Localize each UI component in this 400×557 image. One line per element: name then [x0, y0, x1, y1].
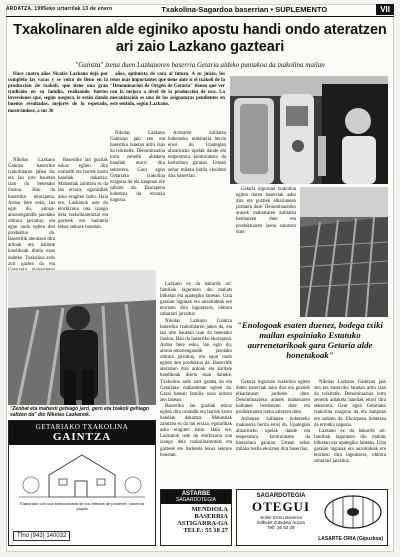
ad-astarbe-line2: BASERRIA: [194, 513, 228, 520]
cellar-photo-graphic: [230, 76, 388, 184]
column-1b: Baserriko lan guztiak eskuz egiten dira oraindik eta horrek kostu handiak dakartza. Mahastiak zaintzea ez da lan erraza, eguraldiak asko eragiten baitu. Hala ere, Lazkanok uste du etorkizuna ona izango dela txakolinarentzat eta gazteek ere badutela lekua sektore honetan.: [58, 158, 108, 231]
column-2b: Nikolas Lazkano Gaintzan jaio zen eta baserriko lanetan aritu izan da txikitatik. Denominazioa lortu zenetik aldaketa handiak etorri dira sektorera. Gaur egun Getariako txakolina ezaguna da eta kanpoan ere saltzen da. Ekoizpena hobetzea da erronka nagusia.: [110, 131, 165, 204]
ad-gaintza-fine: Elaborado con uva seleccionada de los viñedos de poniente, cosecha propia: [20, 501, 144, 511]
portrait-photo-graphic: [8, 270, 156, 405]
column-4: Getaria inguruan txakolina egiten duten baserriak asko dira eta guztiek elkarlanean jarduten dute. Denominazioko arauek mahatsaren kalitatea bermatzen dute eta produktuaren izena zaintzen dute.: [236, 187, 296, 235]
photo-nikolas-lazkano: [8, 270, 156, 405]
farmhouse-drawing-icon: [9, 445, 155, 501]
photo-caption: "Zenbat eta mahasti gehiago jarri, gero eta txakoli gehiago saltzen da" dio Nikolas Lazkanok.: [10, 406, 150, 418]
ad-otegui: [236, 489, 388, 546]
ad-otegui-name: OTEGUI: [251, 499, 310, 514]
ad-gaintza-banner: [9, 421, 155, 445]
issue-date: ARDATZA, 1995eko urtarrilak 13 de enero: [6, 6, 113, 12]
ad-astarbe-top: ASTARBE: [181, 491, 211, 497]
ad-astarbe-sub: SAGARDOTEGIA: [175, 497, 216, 503]
ad-gaintza: [8, 420, 156, 546]
column-2: años, optimista de cara al futuro. A su juicio, los retos más importantes que tiene ante sí el txakoli de la "Denominación de Origen de Getaria" tienen que ver con la mejora a nivel de la producción de uva. La mecanización es una de las asignaturas pendientes en este sentido, según Lazkano.: [110, 72, 225, 108]
cider-barrel-icon: [323, 494, 383, 530]
column-5: Lazkano ez da bakarrik ari: familiak laguntzen dio mahats bilketan eta upategiko lanetan. Uzta garaian lagunak eta auzokideak ere etortzen dira laguntzera, ohitura zaharrari jarraituz. Nikolas Lazkano Gaintza baserriko txakolinaren jabea da, eta lau urte hauetan izan du benetako ilusioa. Hau da baserriko ekoizpena. Ardoa bere esku, lan egin du, aitona-amonengandik jasotako ohitura jarraituz, eta egun ondo egiten den produktua da. Baserritik ateratzen dira ardoak eta kalitate handikoak direla esan daiteke. Txakolina ardo zuri gaztea da eta Getariako mahastietan egiten da. Garai batean familia osoa aritzen zen lanean. Baserriko lan guztiak eskuz egiten dira oraindik eta horrek kostu handiak dakartza. Mahastiak zaintzea ez da lan erraza, eguraldiak asko eragiten baitu. Hala ere, Lazkanok uste du etorkizuna ona izango dela txakolinarentzat eta gazteek ere badutela lekua sektore honetan.: [160, 282, 232, 458]
ad-otegui-tel: Telf. 36 50 29: [267, 525, 295, 530]
ad-astarbe: [160, 489, 232, 546]
column-7: Nikolas Lazkano Gaintzan jaio zen eta baserriko lanetan aritu izan da txikitatik. Denominazioa lortu zenetik aldaketa handiak etorri dira sektorera. Gaur egun Getariako txakolina ezaguna da eta kanpoan ere saltzen da. Ekoizpena hobetzea da erronka nagusia. Lazkano ez da bakarrik ari: familiak laguntzen dio mahats bilketan eta upategiko lanetan. Uzta garaian lagunak eta auzokideak ere etortzen dira laguntzera, ohitura zaharrari jarraituz.: [314, 380, 386, 465]
page-header: [6, 3, 394, 15]
lead-paragraph: Hace cuatro años Nicolás Lazkano dejó por completo las vacas y se volcó de lleno en la producción de txakoli, que tiene una gran tradición en su familia, realizando fuertes inversiones que, según asegura, le están dando buenos resultados, mejores de lo esperado, mostrándose, a sus 36: [8, 72, 108, 114]
ad-otegui-place: LASARTE-ORIA (Gipuzkoa): [318, 536, 383, 542]
ad-astarbe-line3: ASTIGARRA-GA: [177, 520, 228, 527]
ad-astarbe-banner: [161, 490, 231, 504]
photo-vineyard: [300, 187, 388, 317]
ad-gaintza-name: GAINTZA: [52, 431, 112, 443]
vineyard-photo-graphic: [300, 187, 388, 317]
ad-astarbe-tel: TELF.: 55 18 27: [183, 527, 228, 534]
ad-otegui-top: SAGARDOTEGIA: [256, 493, 306, 499]
column-3: Ardoaren kalitatea hobetzeko makineria berria erosi du. Upategian altzairuzko upelak daude eta tenperatura kontrolatzen da hartzidura garaian. Urtean zehar milaka botila ekoizten dira baserrian.: [168, 131, 226, 179]
column-6: Getaria inguruan txakolina egiten duten baserriak asko dira eta guztiek elkarlanean jarduten dute. Denominazioko arauek mahatsaren kalitatea bermatzen dute eta produktuaren izena zaintzen dute. Ardoaren kalitatea hobetzeko makineria berria erosi du. Upategian altzairuzko upelak daude eta tenperatura kontrolatzen da hartzidura garaian. Urtean zehar milaka botila ekoizten dira baserrian.: [236, 380, 310, 453]
ad-astarbe-line1: MENDIOLA: [191, 506, 228, 513]
subheadline: "Gaintza" izena duen Lazkanoren baserria Getaria aldeko puntakoa da txakolina mailan: [75, 61, 325, 69]
photo-wine-cellar: [230, 76, 388, 184]
ad-otegui-addr2: Ibilbidel Zubideta Auzoa: [257, 520, 305, 525]
column-1: Nikolas Lazkano Gaintza baserriko txakolinaren jabea da, eta lau urte hauetan izan du benetako ilusioa. Hau da baserriko ekoizpena. Ardoa bere esku, lan egin du, aitona-amonengandik jasotako ohitura jarraituz, eta egun ondo egiten den produktua da. Baserritik ateratzen dira ardoak eta kalitate handikoak direla esan daiteke. Txakolina ardo zuri gaztea da eta: [8, 158, 55, 267]
ad-otegui-addr1: Soller Erreo Baserria: [260, 515, 302, 520]
ad-gaintza-phone: Tfno (943) 140032: [13, 531, 70, 541]
headline: Txakolinaren alde eginiko apostu handi ondo ateratzen ari zaio Lazkano gazteari: [13, 22, 387, 55]
section-title: Txakolina-Sagardoa baserrian • SUPLEMENTO: [161, 4, 328, 14]
ad-gaintza-top: GETARIAKO TXAKOLINA: [35, 423, 129, 431]
pull-quote: "Enologoak esaten duenez, bodega txiki mailan espainiako Estatuko aurrenetarikoak gara Getaria alde honetakoak": [237, 320, 383, 360]
header-rule: [6, 16, 394, 17]
page-number: VII: [376, 4, 394, 15]
